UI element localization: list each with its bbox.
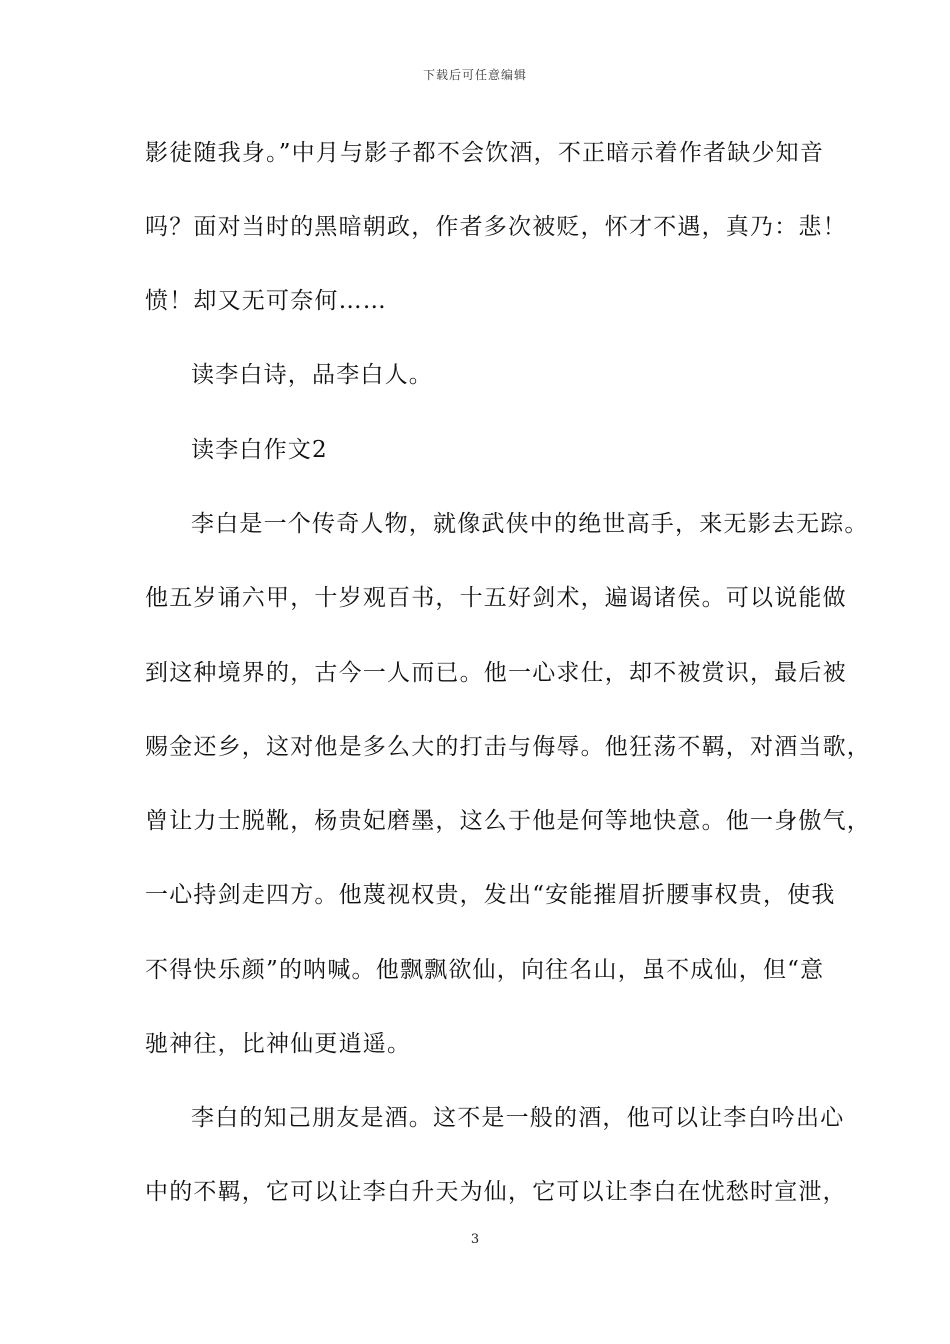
text-line: 愤！却又无可奈何…… (145, 288, 387, 314)
text-line: 一心持剑走四方。他蔑视权贵，发出“安能摧眉折腰事权贵，使我 (145, 882, 836, 908)
text-line: 赐金还乡，这对他是多么大的打击与侮辱。他狂荡不羁，对酒当歌， (145, 734, 871, 760)
text-line: 他五岁诵六甲，十岁观百书，十五好剑术，遍谒诸侯。可以说能做 (145, 585, 847, 611)
text-line: 中的不羁，它可以让李白升天为仙，它可以让李白在忧愁时宣泄， (145, 1179, 847, 1205)
text-line: 不得快乐颜”的呐喊。他飘飘欲仙，向往名山，虽不成仙，但“意 (145, 957, 825, 983)
text-line: 吗？面对当时的黑暗朝政，作者多次被贬，怀才不遇，真乃：悲！ (145, 214, 847, 240)
text-line: 曾让力士脱靴，杨贵妃磨墨，这么于他是何等地快意。他一身傲气， (145, 808, 871, 834)
page-header-note: 下载后可任意编辑 (422, 68, 527, 82)
text-line: 驰神往，比神仙更逍遥。 (145, 1031, 412, 1057)
text-line: 到这种境界的，古今一人而已。他一心求仕，却不被赏识，最后被 (145, 660, 847, 686)
section-heading: 读李白作文2 (191, 437, 328, 463)
paragraph-line: 李白的知己朋友是酒。这不是一般的酒，他可以让李白吟出心 (191, 1105, 845, 1131)
page-number: 3 (470, 1232, 480, 1247)
text-line: 影徒随我身。”中月与影子都不会饮酒，不正暗示着作者缺少知音 (145, 140, 825, 166)
paragraph-line: 李白是一个传奇人物，就像武侠中的绝世高手，来无影去无踪。 (191, 511, 869, 537)
paragraph-line: 读李白诗，品李白人。 (191, 362, 433, 388)
